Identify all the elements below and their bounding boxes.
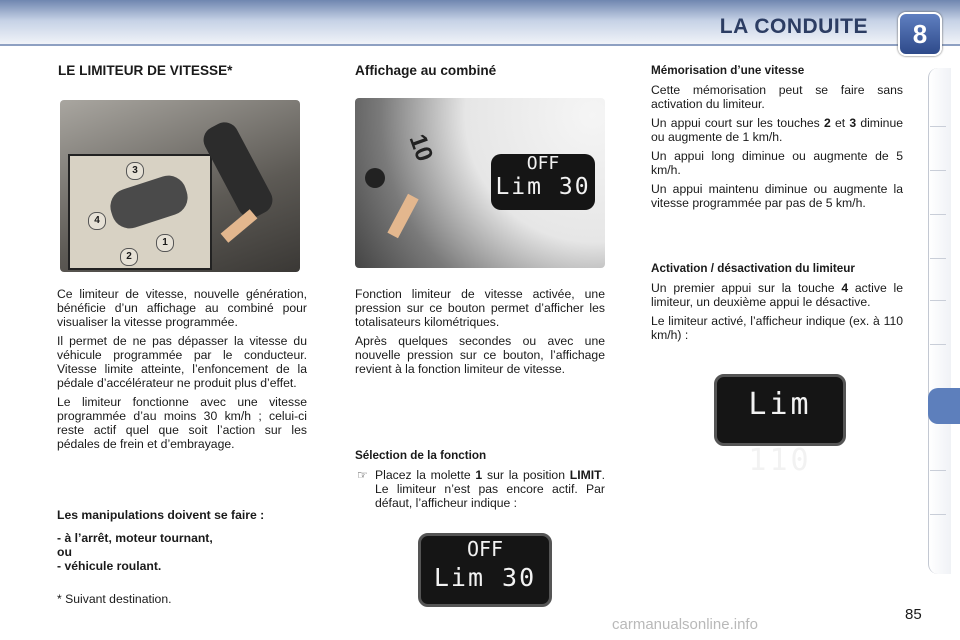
selection-instruction [355, 468, 605, 510]
tab-divider [930, 170, 946, 171]
tab-divider [930, 344, 946, 345]
selection-text-c: . Le limiteur n’est pas encore actif. Par défaut, l’afficheur indique : [375, 468, 605, 510]
selection-text-b: sur la position [482, 468, 570, 482]
limit-position-label: LIMIT [569, 468, 602, 482]
short-press-text-a: Un appui court sur les touches [651, 116, 824, 130]
chapter-tabs [928, 68, 951, 574]
tab-divider [930, 126, 946, 127]
display-state-off: OFF [466, 537, 504, 561]
memorisation-intro: Cette mémorisation peut se faire sans activation du limiteur. [651, 83, 903, 111]
figure-number-2: 2 [120, 248, 138, 266]
display-state-off: OFF [526, 153, 560, 174]
odometer-paragraph: Fonction limiteur de vitesse activée, une pression sur ce bouton permet d’afficher les totalisateurs kilométriques. [355, 287, 605, 329]
manipulations-block [57, 508, 317, 573]
activation-text-a: Un premier appui sur la touche [651, 281, 842, 295]
tab-divider [930, 214, 946, 215]
short-press-paragraph [651, 116, 903, 144]
trip-reset-button [365, 168, 385, 188]
function-paragraph: Il permet de ne pas dépasser la vitesse du véhicule programmée par le conducteur. Vitesse limite atteinte, l’enfoncement de la pédale d’accélérateur ne produit plus d’effet. [57, 334, 307, 390]
limiter-stalk-shape [106, 171, 193, 233]
button-pointer-arrow [387, 194, 418, 238]
default-display-off-lim30 [418, 533, 552, 607]
short-press-and: et [830, 116, 850, 130]
manipulation-or: ou [57, 545, 72, 559]
tab-divider [930, 258, 946, 259]
tab-divider [930, 470, 946, 471]
section-title-speed-limiter: LE LIMITEUR DE VITESSE* [58, 63, 233, 78]
middle-column-text [355, 287, 605, 381]
selection-title: Sélection de la fonction [355, 449, 487, 462]
hand-pointer-icon: ☞ [357, 468, 368, 482]
display-limit-110: Lim 110 [748, 387, 812, 478]
header-divider [0, 44, 960, 46]
manipulation-stationary: - à l’arrêt, moteur tournant, [57, 531, 213, 545]
activation-block [651, 262, 903, 347]
figure-number-3: 3 [126, 162, 144, 180]
figure-number-1: 1 [156, 234, 174, 252]
memorisation-block [651, 64, 903, 215]
selection-block [355, 449, 605, 510]
held-press-paragraph: Un appui maintenu diminue ou augmente la vitesse programmée par pas de 5 km/h. [651, 182, 903, 210]
key-3: 3 [849, 116, 857, 130]
long-press-paragraph: Un appui long diminue ou augmente de 5 km/h. [651, 149, 903, 177]
wheel-number-1: 1 [475, 468, 483, 482]
activation-text-b: active le limiteur, un deuxième appui le désactive. [651, 281, 903, 309]
display-limit-speed: Lim 30 [495, 174, 591, 200]
stalk-control-illustration [60, 100, 300, 272]
manipulation-driving: - véhicule roulant. [57, 559, 162, 573]
chapter-title: LA CONDUITE [719, 15, 868, 38]
cluster-display-off-lim30 [491, 154, 595, 210]
page-number: 85 [905, 606, 922, 623]
figure-number-4: 4 [88, 212, 106, 230]
tab-divider [930, 514, 946, 515]
speedometer-graduation: 10 [403, 130, 439, 165]
activation-title: Activation / désactivation du limiteur [651, 262, 855, 275]
instrument-cluster-illustration [355, 98, 605, 268]
pointer-arrow [221, 209, 258, 243]
intro-paragraph: Ce limiteur de vitesse, nouvelle génération, bénéficie d’un affichage au combiné pour visualiser la vitesse programmée. [57, 287, 307, 329]
watermark: carmanualsonline.info [612, 616, 758, 633]
tab-divider [930, 300, 946, 301]
stalk-closeup-inset [68, 154, 212, 270]
display-limit-speed: Lim 30 [433, 563, 537, 592]
active-chapter-tab[interactable] [928, 388, 960, 424]
activation-paragraph [651, 281, 903, 309]
key-2: 2 [823, 116, 831, 130]
footnote: * Suivant destination. [57, 592, 172, 606]
chapter-number-badge: 8 [898, 12, 942, 56]
memorisation-title: Mémorisation d’une vitesse [651, 64, 805, 77]
active-display-lim110 [714, 374, 846, 478]
key-4: 4 [841, 281, 849, 295]
section-title-cluster-display: Affichage au combiné [355, 63, 497, 78]
return-paragraph: Après quelques secondes ou avec une nouvelle pression sur ce bouton, l’affichage revient à la fonction limiteur de vitesse. [355, 334, 605, 376]
short-press-text-b: diminue ou augmente de 1 km/h. [651, 116, 903, 144]
left-column-text [57, 287, 307, 456]
active-display-paragraph: Le limiteur activé, l’afficheur indique (ex. à 110 km/h) : [651, 314, 903, 342]
manipulations-title: Les manipulations doivent se faire : [57, 508, 265, 522]
minimum-speed-paragraph: Le limiteur fonctionne avec une vitesse programmée d’au moins 30 km/h ; celui-ci reste actif quel que soit l’action sur les pédales de frein et d’embrayage. [57, 395, 307, 451]
selection-text-a: Placez la molette [375, 468, 476, 482]
